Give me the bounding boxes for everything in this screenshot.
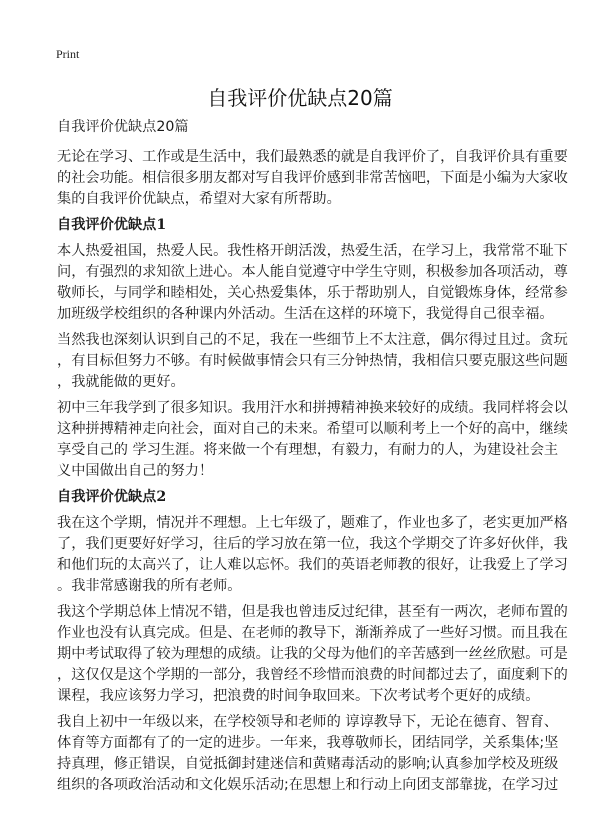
text-line: 敬师长，与同学和睦相处，关心热爱集体，乐于帮助别人，自觉锻炼身体，经常参 — [57, 285, 568, 301]
paragraph — [57, 712, 557, 796]
section-heading: 自我评价优缺点1 — [57, 217, 167, 233]
section-heading: 自我评价优缺点2 — [57, 489, 167, 505]
text-line: ，我就能做的更好。 — [57, 374, 185, 390]
text-line: 义中国做出自己的努力！ — [57, 463, 214, 479]
text-line: 课程，我应该努力学习，把浪费的时间争取回来。下次考试考个更好的成绩。 — [57, 688, 540, 704]
text-line: 初中三年我学到了很多知识。我用汗水和拼搏精神换来较好的成绩。我同样将会以 — [57, 400, 568, 416]
paragraph — [57, 602, 568, 707]
text-line: 持真理，修正错误，自觉抵御封建迷信和黄赌毒活动的影响;认真参加学校及班级 — [57, 756, 559, 772]
text-line: 享受自己的 学习生涯。将来做一个有理想，有毅力，有耐力的人，为建设社会主 — [57, 442, 559, 458]
paragraph — [57, 513, 568, 597]
text-line: 我这个学期总体上情况不错，但是我也曾违反过纪律，甚至有一两次，老师布置的 — [57, 604, 568, 620]
text-line: 作业也没有认真完成。但是、在老师的教导下，渐渐养成了一些好习惯。而且我在 — [57, 625, 568, 641]
text-line: 和他们玩的太高兴了，让人难以忘怀。我们的英语老师教的很好，让我爱上了学习 — [57, 557, 568, 573]
text-line: ，这仅仅是这个学期的一部分，我曾经不珍惜而浪费的时间都过去了，面度剩下的 — [57, 667, 568, 683]
text-line: 的社会功能。相信很多朋友都对写自我评价感到非常苦恼吧，下面是小编为大家收 — [57, 170, 568, 186]
paragraph — [57, 398, 568, 482]
text-line: 。我非常感谢我的所有老师。 — [57, 578, 242, 594]
paragraph — [57, 330, 568, 393]
intro-paragraph — [57, 147, 568, 210]
text-line: 当然我也深刻认识到自己的不足，我在一些细节上不太注意，偶尔得过且过。贪玩 — [57, 332, 568, 348]
text-line: 问，有强烈的求知欲上进心。本人能自觉遵守中学生守则，积极参加各项活动，尊 — [57, 264, 568, 280]
text-line: 期中考试取得了较为理想的成绩。让我的父母为他们的辛苦感到一丝丝欣慰。可是 — [57, 646, 568, 662]
paragraph — [57, 241, 568, 325]
print-link[interactable]: Print — [56, 47, 80, 61]
text-line: 无论在学习、工作或是生活中，我们最熟悉的就是自我评价了，自我评价具有重要 — [57, 149, 568, 165]
text-line: 这种拼搏精神走向社会，面对自己的未来。希望可以顺利考上一个好的高中，继续 — [57, 421, 568, 437]
text-line: 组织的各项政治活动和文化娱乐活动;在思想上和行动上向团支部靠拢，在学习过 — [57, 777, 559, 793]
text-line: 体育等方面都有了的一定的进步。一年来，我尊敬师长，团结同学，关系集体;坚 — [57, 735, 559, 751]
text-line: 本人热爱祖国，热爱人民。我性格开朗活泼，热爱生活，在学习上，我常常不耻下 — [57, 243, 568, 259]
text-line: 集的自我评价优缺点，希望对大家有所帮助。 — [57, 191, 341, 207]
sections — [57, 215, 568, 796]
text-line: 我在这个学期，情况并不理想。上七年级了，题难了，作业也多了，老实更加严格 — [57, 515, 568, 531]
text-line: ，有目标但努力不够。有时候做事情会只有三分钟热情，我相信只要克服这些问题 — [57, 353, 568, 369]
text-line: 加班级学校组织的各种课内外活动。生活在这样的环境下，我觉得自己很幸福。 — [57, 306, 554, 322]
document-subtitle: 自我评价优缺点20篇 — [57, 119, 189, 135]
page-title: 自我评价优缺点20篇 — [207, 86, 393, 110]
text-line: 我自上初中一年级以来，在学校领导和老师的 谆谆教导下，无论在德育、智育、 — [57, 714, 559, 730]
document-body — [57, 117, 568, 801]
text-line: 了，我们更要好好学习，往后的学习放在第一位，我这个学期交了许多好伙伴，我 — [57, 536, 568, 552]
